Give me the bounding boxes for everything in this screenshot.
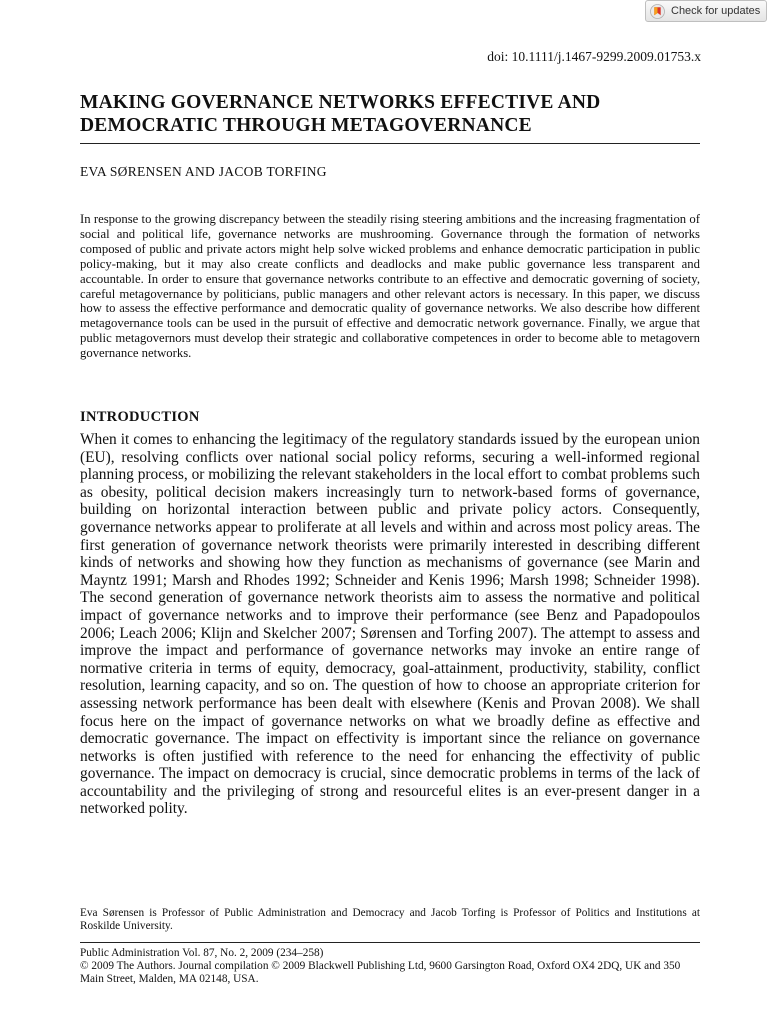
copyright-notice: © 2009 The Authors. Journal compilation © 2009 Blackwell Publishing Ltd, 9600 Garsington Road, Oxford OX4 2DQ, UK and 350 Main Street, Malden, MA 02148, USA. bbox=[80, 960, 681, 985]
check-for-updates-label: Check for updates bbox=[671, 5, 761, 17]
authors: EVA SØRENSEN AND JACOB TORFING bbox=[80, 164, 327, 179]
journal-info bbox=[80, 947, 700, 986]
title-line-2: DEMOCRATIC THROUGH METAGOVERNANCE bbox=[80, 115, 532, 136]
author-footnote: Eva Sørensen is Professor of Public Administration and Democracy and Jacob Torfing is Professor of Politics and Institutions at Roskilde University. bbox=[80, 907, 700, 932]
abstract: In response to the growing discrepancy between the steadily rising steering ambitions and the increasing fragmentation of social and political life, governance networks are mushrooming. Governance through the formation of networks composed of public and private actors might help solve wicked problems and enhance democratic participation in public policy-making, but it may also create conflicts and deadlocks and make public governance less transparent and accountable. In order to ensure that governance networks contribute to an effective and democratic governing of society, careful metagovernance by politicians, public managers and other relevant actors is necessary. In this paper, we discuss how to assess the effective performance and democratic quality of governance networks. We also describe how different metagovernance tools can be used in the pursuit of effective and democratic network governance. Finally, we argue that public metagovernors must develop their strategic and collaborative competences in order to become able to metagovern governance networks. bbox=[80, 212, 700, 361]
doi-text: doi: 10.1111/j.1467-9299.2009.01753.x bbox=[487, 49, 701, 64]
journal-citation: Public Administration Vol. 87, No. 2, 2009 (234–258) bbox=[80, 947, 324, 959]
check-for-updates-button[interactable] bbox=[645, 0, 767, 22]
section-heading: INTRODUCTION bbox=[80, 409, 200, 425]
title-line-1: MAKING GOVERNANCE NETWORKS EFFECTIVE AND bbox=[80, 92, 601, 113]
title-divider bbox=[80, 143, 700, 144]
introduction-paragraph: When it comes to enhancing the legitimacy of the regulatory standards issued by the european union (EU), resolving conflicts over national social policy reforms, securing a well-informed regional planning process, or mobilizing the relevant stakeholders in the local effort to combat problems such as obesity, political decision makers increasingly turn to network-based forms of governance, building on horizontal interaction between public and private policy actors. Consequently, governance networks appear to proliferate at all levels and within and across most policy areas. The first generation of governance network theorists were primarily interested in describing different kinds of networks and showing how they function as mechanisms of governance (see Marin and Mayntz 1991; Marsh and Rhodes 1992; Schneider and Kenis 1996; Marsh 1998; Schneider 1998). The second generation of governance network theorists aim to assess the normative and political impact of governance networks and to improve their performance (see Benz and Papadopoulos 2006; Leach 2006; Klijn and Skelcher 2007; Sørensen and Torfing 2007). The attempt to assess and improve the impact and performance of governance networks may invoke an entire range of normative criteria in terms of equity, democracy, goal-attainment, productivity, stability, conflict resolution, learning capacity, and so on. The question of how to choose an appropriate criterion for assessing network performance has been dealt with elsewhere (Kenis and Provan 2008). We shall focus here on the impact of governance networks on what we broadly define as effective and democratic governance. The impact on effectivity is important since the reliance on governance networks is often justified with reference to the need for enhancing the effectivity of public governance. The impact on democracy is crucial, since democratic problems in terms of the lack of accountability and the privileging of strong and resourceful elites is an ever-present danger in a networked polity. bbox=[80, 431, 700, 818]
crossmark-icon bbox=[650, 4, 665, 19]
article-title bbox=[80, 91, 700, 137]
footer-divider bbox=[80, 942, 700, 943]
